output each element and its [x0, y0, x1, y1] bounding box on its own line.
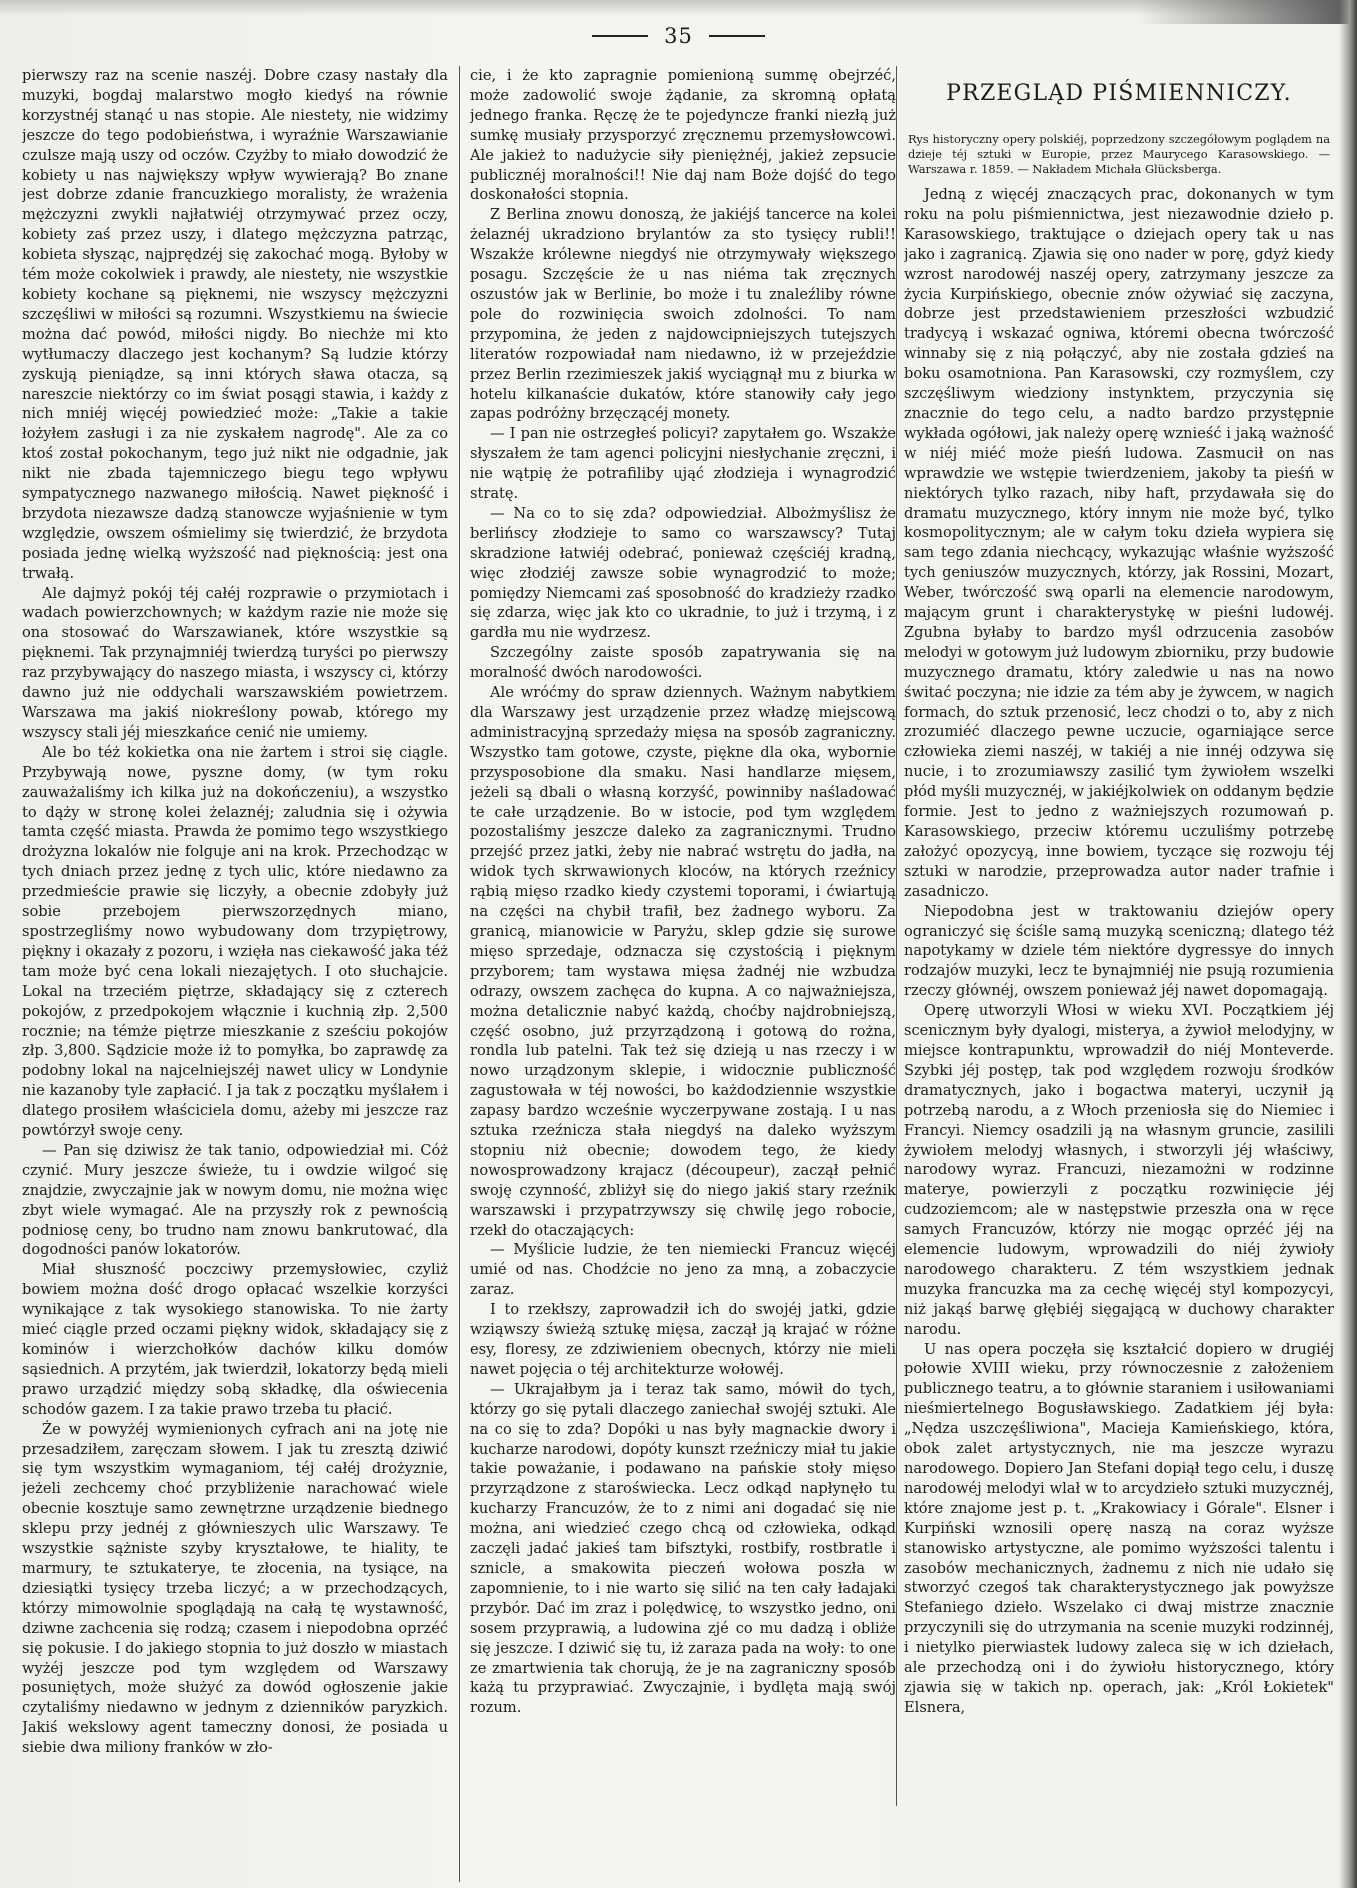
paragraph: Szczególny zaiste sposób zapatrywania się na moralność dwóch narodowości. — [470, 644, 896, 682]
column-separator-2 — [896, 66, 897, 1806]
column-separator-1 — [459, 66, 460, 1882]
section-title: PRZEGLĄD PIŚMIENNICZY. — [946, 81, 1292, 106]
paragraph: Miał słuszność poczciwy przemysłowiec, czyliż bowiem można dość drogo opłacać wszelkie korzyści wynikające z tak wysokiego stanowiska. To nie żarty mieć ciągle przed oczami piękny widok, składający się z kominów i wierzchołków dachów kilku domów sąsiednich. A przytém, jak twierdził, lokatorzy będą mieli prawo urządzić między sobą składkę, dla oświecenia schodów gazem. I za takie prawo trzeba tu płacić. — [22, 1261, 448, 1418]
paragraph: U nas opera poczęła się kształcić dopiero w drugiéj połowie XVIII wieku, przy równoczesnie z założeniem publicznego teatru, a to głównie staraniem i usiłowaniami nieśmiertelnego Bogusławskiego. Zadatkiem jéj była: „Nędza uszczęśliwiona", Macieja Kamieńskiego, która, obok zalet artystycznych, nie ma jeszcze wyrazu narodowego. Dopiero Jan Stefani dopiął tego celu, i duszę narodowéj melodyi wlał w to arcydzieło sztuki muzycznéj, które znajome jest p. t. „Krakowiacy i Górale". Elsner i Kurpiński wznosili operę naszą na coraz wyższe stanowisko artystyczne, ale pomimo wyższości talentu i zasobów mechanicznych, żadnemu z nich nie udało się stworzyć czegoś tak charakterystycznego jak powyższe Stefaniego dzieło. Wszelako ci dwaj mistrze znacznie przyczynili się do utrzymania na scenie muzyki rodzinnéj, i nietylko pierwiastek ludowy zaleca się w ich dziełach, ale przechodzą oni i do żywiołu historycznego, który zjawia się w takich np. operach, jak: „Król Łokietek" Elsnera, — [904, 1340, 1334, 1716]
paragraph: pierwszy raz na scenie naszéj. Dobre czasy nastały dla muzyki, bogdaj malarstwo mogło kiedyś na równie korzystnéj stanąć u nas stopie. Ale niestety, nie widzimy jeszcze do tego podobieństwa, i wyraźnie Warszawianie czulsze mają uszy od oczów. Czyżby to miało dowodzić że kobiety u nas największy wpływ wywierają? Bo znane jest dobrze zdanie francuzkiego moralisty, że wrażenia mężczyzni zwykli najłatwiéj otrzymywać przez oczy, kobiety zaś przez uszy, i dlatego mężczyzna patrząc, kobieta słysząc, najprędzéj się zakochać mogą. Byłoby w tém może cokolwiek i prawdy, ale niestety, nie wszystkie kobiety kochane są pięknemi, nie wszyscy mężczyzni szczęśliwi w miłości są rozumni. Wszystkiemu na świecie można dać powód, miłości nigdy. Bo niechże mi kto wytłumaczy dlaczego jest kochanym? Są ludzie którzy zyskują pieniądze, są inni których sława otacza, są nareszcie niektórzy co im świat posągi stawia, i każdy z nich mniéj więcéj powiedzieć może: „Takie a takie łożyłem zasługi i za nie zyskałem nagrodę". Ale za co ktoś został pokochanym, tego już nikt nie odgadnie, jak nikt nie zbada tajemniczego biegu tego wpływu sympatycznego nazwanego miłością. Nawet piękność i brzydota niezawsze dadzą stanowcze wyjaśnienie w tym względzie, owszem ośmielimy się twierdzić, że brzydota posiada jednę wielką wyższość nad pięknością: jest ona trwałą. — [22, 67, 448, 582]
paragraph: Ale bo téż kokietka ona nie żartem i stroi się ciągle. Przybywają nowe, pyszne domy, (w tym roku zauważaliśmy ich kilka już na dokończeniu), a wszystko to dąży w stronę kolei żelaznéj; zaludnia się i ożywia tamta część miasta. Prawda że pomimo tego wszystkiego drożyzna lokalów nie folguje ani na krok. Przechodząc w tych dniach przez jednę z tych ulic, które niedawno za przedmieście prawie się liczyły, a obecnie zdobyły już sobie przebojem pierwszorzędnych miano, spostrzegliśmy nowo wybudowany dom trzypiętrowy, piękny i okazały z pozoru, i wzięła nas ciekawość jaka téż tam może być cena lokali niezajętych. I oto słuchajcie. Lokal na trzeciém piętrze, składający się z czterech pokojów, z przedpokojem włącznie i kuchnią złp. 2,500 rocznie; na témże piętrze mieszkanie z sześciu pokojów złp. 3,800. Sądzicie może iż to pomyłka, bo zaprawdę za podobny lokal na najcelniejszéj nawet ulicy w Londynie nie kazanoby tyle zapłacić. I ja tak z początku myślałem i dlatego prosiłem właściciela domu, ażeby mi jeszcze raz powtórzył swoje ceny. — [22, 743, 448, 1140]
page-header — [0, 16, 1357, 56]
paragraph: Z Berlina znowu donoszą, że jakiéjś tancerce na kolei żelaznéj ukradziono brylantów za sto tysięcy rubli!! Wszakże królewne niegdyś nie otrzymywały większego posagu. Szczęście że u nas niéma tak zręcznych oszustów jak w Berlinie, bo może i tu znaleźliby równe pole do rozwinięcia swoich zdolności. To nam przypomina, że jeden z najdowcipniejszych tutejszych literatów rozpowiadał nam niedawno, iż w przejeździe przez Berlin rzezimieszek jakiś wyciągnął mu z biurka w hotelu kilkanaście dukatów, które stanowiły cały jego zapas podróżny brzęczącéj monety. — [470, 206, 896, 423]
column-1 — [22, 66, 448, 1882]
paragraph: — Myślicie ludzie, że ten niemiecki Francuz więcéj umié od nas. Chodźcie no jeno za mną, a zobaczycie zaraz. — [470, 1241, 896, 1299]
paragraph: Niepodobna jest w traktowaniu dziejów opery ograniczyć się ściśle samą muzyką sceniczną; dlatego téż napotykamy w dziele tém niektóre dygressye do innych rodzajów muzyki, lecz te bynajmniéj nie psują rozumienia rzeczy głównéj, owszem ponieważ jéj nawet dopomagają. — [904, 902, 1334, 1000]
header-rule-right — [709, 35, 765, 37]
paragraph: Operę utworzyli Włosi w wieku XVI. Początkiem jéj scenicznym były dyalogi, misterya, a żywioł melodyjny, w miejsce kontrapunktu, wprowadził do niéj Monteverde. Szybki jéj postęp, tak pod względem rozwoju środków dramatycznych, jako i bogactwa materyi, uczynił ją potrzebą narodu, a z Włoch przeniosła się do Niemiec i Francyi. Niemcy osadzili ją na własnym gruncie, zasilili żywiołem melodyj własnych, i stworzyli jéj właściwy, narodowy wyraz. Francuzi, niezamożni w rodzinne materye, powierzyli z początku rozwinięcie jéj cudzoziemcom; ale w następstwie przeszła ona w ręce samych Francuzów, którzy nie mogąc oprzéć jéj na elemencie ludowym, wprowadzili do niéj żywioły narodowego charakteru. Z tém wszystkiem jednak muzyka francuzka ma za cechę więcéj styl kompozycyi, niż jakąś barwę głębiéj sięgającą w duchowy charakter narodu. — [904, 1002, 1334, 1338]
column-3 — [904, 66, 1334, 1882]
review-body — [904, 185, 1334, 1718]
paragraph: — Pan się dziwisz że tak tanio, odpowiedział mi. Cóż czynić. Mury jeszcze świeże, tu i owdzie wilgoć się znajdzie, zwyczajnie jak w nowym domu, nie można więc zbyt wiele wymagać. Ale na przyszły rok z pewnością podniosę ceny, bo trudno nam znowu bankrutować, dla dogodności panów lokatorów. — [22, 1141, 448, 1259]
paragraph: — Ukrajałbym ja i teraz tak samo, mówił do tych, którzy go się pytali dlaczego zaniechał swojéj sztuki. Ale na co się to zda? Dopóki u nas były magnackie dwory i kucharze narodowi, dopóty kunszt rzeźniczy miał tu jakie takie poważanie, i podawano na pańskie stoły mięso przyrządzone z staroświecka. Lecz odkąd napłynęło tu kucharzy Francuzów, że to z nimi ani dogadać się nie można, ani wiedzieć czego chcą od człowieka, odkąd zaczęli jadać jakieś tam bifsztyki, rostbify, rostbratle i sznicle, a smakowita pieczeń wołowa poszła w zapomnienie, to i nie warto się silić na ten cały ładajaki przybór. Dać im zraz i polędwicę, to wszystko jedno, oni sosem przyprawią, a ludowina zjé co mu dadzą i obliże się jeszcze. I dziwić się tu, iż zaraza pada na woły: to one ze zmartwienia tak chorują, że je na zagraniczny sposób każą tu przyprawiać. Zwyczajnie, i bydlęta mają swój rozum. — [470, 1380, 896, 1717]
header-rule-left — [592, 35, 648, 37]
scan-shadow-right — [1339, 0, 1357, 1888]
paragraph: Że w powyżéj wymienionych cyfrach ani na jotę nie przesadziłem, zaręczam słowem. I jak tu zresztą dziwić się tym wszystkim wymaganiom, téj całéj drożyznie, jeżeli zechcemy choć przybliżenie narachować wiele obecnie kosztuje samo zewnętrzne urządzenie biednego sklepu przy jednéj z głównieszych ulic Warszawy. Te wszystkie sążniste szyby kryształowe, te hiality, te marmury, te sztukaterye, te złocenia, na tysiące, na dziesiątki tysięcy trzeba liczyć; a w przechodzących, którzy mimowolnie spoglądają na całą tę wystawność, dziwne zachcenia się rodzą; czasem i niepodobna oprzéć się pokusie. I do jakiego stopnia to już doszło w miastach wyżéj jeszcze pod tym względem od Warszawy posuniętych, może służyć za dowód ogłoszenie jakie czytaliśmy niedawno w jednym z dzienników paryzkich. Jakiś wekslowy agent tameczny donosi, że posiada u siebie dwa miliony franków w zło- — [22, 1420, 448, 1757]
column-2 — [470, 66, 896, 1882]
paragraph: — I pan nie ostrzegłeś policyi? zapytałem go. Wszakże słyszałem że tam agenci policyjni niesłychanie zręczni, i nie wątpię że potrafiliby ująć złodzieja i wynagrodzić stratę. — [470, 425, 896, 503]
paragraph: Ale wróćmy do spraw dziennych. Ważnym nabytkiem dla Warszawy jest urządzenie przez władzę miejscową administracyjną sprzedaży mięsa na sposób zagraniczny. Wszystko tam gotowe, czyste, piękne dla oka, wybornie przysposobione dla smaku. Nasi handlarze mięsem, jeżeli są dbali o własną korzyść, powinniby naśladować te całe urządzenie. Bo w istocie, pod tym względem pozostaliśmy jeszcze daleko za zagranicznymi. Trudno przejść przez jatki, żeby nie nabrać wstrętu do jadła, na widok tych skrwawionych kloców, na których rzeźnicy rąbią mięso rzadko kiedy czystemi toporami, i ćwiartują na części na chybił trafił, bez żadnego wyboru. Za granicą, mianowicie w Paryżu, sklep gdzie się surowe mięso sprzedaje, odznacza się czystością i pięknym przyborem; tam wystawa mięsa żadnéj nie wzbudza odrazy, owszem zachęca do kupna. A co najważniejsza, można detalicznie nabyć każdą, choćby najdrobniejszą, część osobno, już przyrządzoną i gotową do rożna, rondla lub patelni. Tak też się dzieją u nas rzeczy i w nowo urządzonym sklepie, i widocznie publiczność zagustowała w téj nowości, bo każdodziennie wszystkie zapasy bardzo wcześnie wyczerpywane zostają. I u nas sztuka rzeźnicza stała niegdyś na daleko wyższym stopniu niż obecnie; dowodem tego, że kiedy nowosprowadzony krajacz (découpeur), zaczął pełnić swoję czynność, zbliżył się do niego jakiś stary rzeźnik warszawski i przypatrzywszy się chwilę jego robocie, rzekł do otaczających: — [470, 684, 896, 1239]
paragraph: Ale dajmyż pokój téj całéj rozprawie o przymiotach i wadach powierzchownych; w każdym razie nie może się ona stosować do Warszawianek, które wszystkie są pięknemi. Tak przynajmniéj twierdzą turyści po pierwszy raz przybywający do naszego miasta, i wszyscy ci, którzy dawno już nie oddychali warszawskiém powietrzem. Warszawa ma jakiś niokreślony powab, którego my wszyscy stali jéj mieszkańce cenić nie umiemy. — [22, 584, 448, 741]
paragraph: — Na co to się zda? odpowiedział. Albożmyślisz że berlińscy złodzieje to samo co warszawscy? Tutaj skradzione łatwiéj odebrać, ponieważ częściéj kradną, więc złodziéj zawsze sobie wynagrodzić to może; pomiędzy Niemcami zaś sposobność do kradzieży rzadko się zdarza, więc jak kto co ukradnie, to już i trzymą, i z gardła mu nie wydrzesz. — [470, 504, 896, 642]
review-citation: Rys historyczny opery polskiéj, poprzedzony szczegółowym poglądem na dzieje téj sztuki w Europie, przez Maurycego Karasowskiego. — Warszawa r. 1859. — Nakładem Michała Glücksberga. — [908, 132, 1330, 176]
paragraph: I to rzekłszy, zaprowadził ich do swojéj jatki, gdzie wziąwszy świeżą sztukę mięsa, zaczął ją krajać w różne esy, floresy, ze zdziwieniem obecnych, którzy nie mieli nawet pojęcia o téj architekturze wołowéj. — [470, 1301, 896, 1378]
paragraph: cie, i że kto zapragnie pomienioną summę obejrzéć, może zadowolić swoje żądanie, za skromną opłatą jednego franka. Ręczę że te pojedyncze franki niezłą już sumkę musiały przysporzyć zręcznemu przemysłowcowi. Ale jakież to nadużycie siły pieniężnéj, jakież zepsucie publicznéj moralności!! Nie daj nam Boże dojść do tego doskonałości stopnia. — [470, 67, 896, 204]
paragraph: Jedną z więcéj znaczących prac, dokonanych w tym roku na polu piśmiennictwa, jest niezawodnie dzieło p. Karasowskiego, traktujące o dziejach opery tak u nas jako i zagranicą. Zjawia się ono nader w porę, gdyż kiedy wzrost narodowéj naszéj opery, zatrzymany jeszcze za życia Kurpińskiego, obecnie znów ożywiać się zaczyna, dobrze jest przedstawieniem przeszłości wzbudzić tradycyą i wskazać ogniwa, któremi obecna twórczość winnaby się z nią połączyć, aby nie została gdzieś na boku osamotniona. Pan Karasowski, czy rozmyślem, czy szczęśliwym wiedziony instynktem, przyczynia się znacznie do tego celu, a nadto bardzo przystępnie wykłada ogółowi, jak należy operę wznieść i jaką ważność w niéj miéć może pieśń ludowa. Zasmucił on nas wprawdzie we wstępie twierdzeniem, jakoby ta pieśń w niektórych tylko razach, niby haft, przydawała się do dramatu muzycznego, który innym nie może być, tylko kosmopolitycznym; ale w całym toku dzieła wypiera się sam tego zdania niechcący, wykazując właśnie wyższość tych geniuszów muzycznych, którzy, jak Rossini, Mozart, Weber, twórczość swą oparli na elemencie narodowym, mającym grunt i charakterystykę w pieśni ludowéj. Zgubna byłaby to bardzo myśl odrzucenia zasobów melodyi w gotowym już ludowym zbiorniku, przy budowie muzycznego dramatu, który zaledwie u nas na nowo świtać poczyna; nie idzie za tém aby je żywcem, w nagich formach, do sztuk przenosić, lecz chodzi o to, aby z nich zrozumiéć dlaczego pewne uczucie, ogarniające serce człowieka ziemi naszéj, w takiéj a nie innéj odzywa się nucie, i to zrozumiawszy zasilić tym żywiołem wszelki płód myśli muzycznéj, w jakiéjkolwiek on oddanym będzie formie. Jest to jedno z ważniejszych rozumowań p. Karasowskiego, przeciw któremu uczuliśmy potrzebę założyć opozycyą, inne bowiem, tyczące się rozwoju téj sztuki w narodzie, przeprowadza autor nader trafnie i zasadniczo. — [904, 186, 1334, 900]
page-number: 35 — [664, 24, 693, 48]
